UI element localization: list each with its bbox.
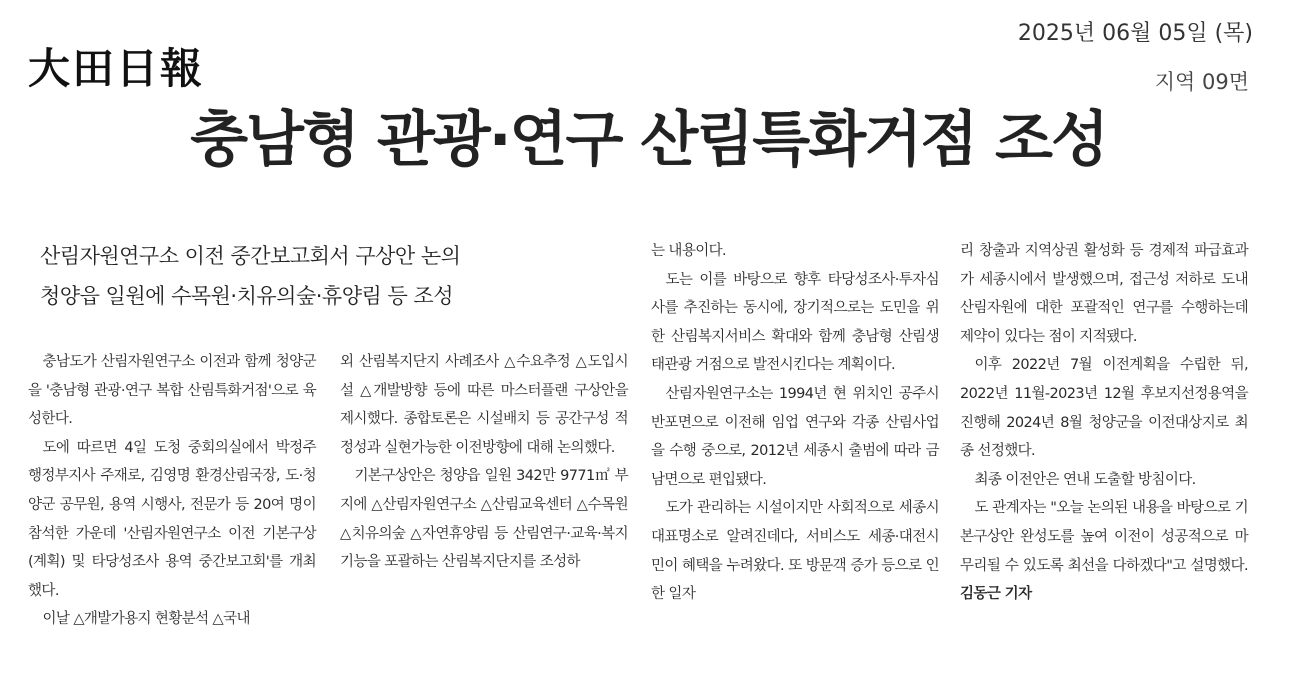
paragraph: 최종 이전안은 연내 도출할 방침이다. — [974, 471, 1196, 488]
paragraph: 산림자원연구소는 1994년 현 위치인 공주시 반포면으로 이전해 임업 연구와 각종 산림사업을 수행 중으로, 2012년 세종시 출범에 따라 금남면으로 편입됐다. — [651, 385, 939, 488]
subhead-line-2: 청양읍 일원에 수목원·치유의숲·휴양림 등 조성 — [40, 284, 453, 308]
newspaper-masthead: 大田日報 — [28, 44, 205, 93]
paragraph — [960, 494, 1248, 608]
publication-date: 2025년 06월 05일 (목) — [1017, 21, 1253, 46]
paragraph: 이후 2022년 7월 이전계획을 수립한 뒤, 2022년 11월-2023년 12월 후보지선정용역을 진행해 2024년 8월 청양군을 이전대상지로 최종 선정했다. — [960, 357, 1248, 460]
paragraph: 도가 관리하는 시설이지만 사회적으로 세종시 대표명소로 알려진데다, 서비스도 세종·대전시민이 혜택을 누려왔다. 또 방문객 증가 등으로 인한 일자 — [651, 500, 939, 603]
paragraph: 충남도가 산림자원연구소 이전과 함께 청양군을 '충남형 관광·연구 복합 산림특화거점'으로 육성한다. — [28, 354, 316, 428]
paragraph: 도에 따르면 4일 도청 중회의실에서 박정주 행정부지사 주재로, 김영명 환경산림국장, 도·청양군 공무원, 용역 시행사, 전문가 등 20여 명이 참석한 가운데 '산림자원연구소 이전 기본구상(계획) 및 타당성조사 용역 중간보고회'를 개최했다. — [28, 439, 316, 599]
reporter-byline: 김동근 기자 — [960, 586, 1032, 603]
paragraph: 기본구상안은 청양읍 일원 342만 9771㎡ 부지에 △산림자원연구소 △산림교육센터 △수목원 △치유의숲 △자연휴양림 등 산림연구·교육·복지기능을 포괄하는 산림복지단지를 조성하 — [340, 468, 628, 571]
paragraph: 리 창출과 지역상권 활성화 등 경제적 파급효과가 세종시에서 발생했으며, 접근성 저하로 도내 산림자원에 대한 포괄적인 연구를 수행하는데 제약이 있다는 점이 지적됐다. — [960, 243, 1248, 345]
paragraph: 이날 △개발가용지 현황분석 △국내 — [42, 611, 250, 628]
body-column-3 — [651, 237, 939, 609]
closing-quote-text: 도 관계자는 "오늘 논의된 내용을 바탕으로 기본구상안 완성도를 높여 이전이 성공적으로 마무리될 수 있도록 최선을 다하겠다"고 설명했다. — [960, 500, 1248, 574]
article-subheadline — [40, 236, 620, 316]
paragraph: 외 산림복지단지 사례조사 △수요추정 △도입시설 △개발방향 등에 따른 마스터플랜 구상안을 제시했다. 종합토론은 시설배치 등 공간구성 적정성과 실현가능한 이전방향에 대해 논의했다. — [340, 354, 628, 456]
body-column-4 — [960, 237, 1248, 609]
article-headline: 충남형 관광·연구 산림특화거점 조성 — [190, 105, 1107, 175]
paragraph: 도는 이를 바탕으로 향후 타당성조사·투자심사를 추진하는 동시에, 장기적으로는 도민을 위한 산림복지서비스 확대와 함께 충남형 산림생태관광 거점으로 발전시킨다는 계획이다. — [651, 271, 939, 374]
section-page-label: 지역 09면 — [1154, 70, 1249, 94]
body-column-1 — [28, 348, 316, 634]
paragraph: 는 내용이다. — [651, 243, 727, 259]
body-column-2 — [340, 348, 628, 577]
subhead-line-1: 산림자원연구소 이전 중간보고회서 구상안 논의 — [40, 244, 461, 268]
